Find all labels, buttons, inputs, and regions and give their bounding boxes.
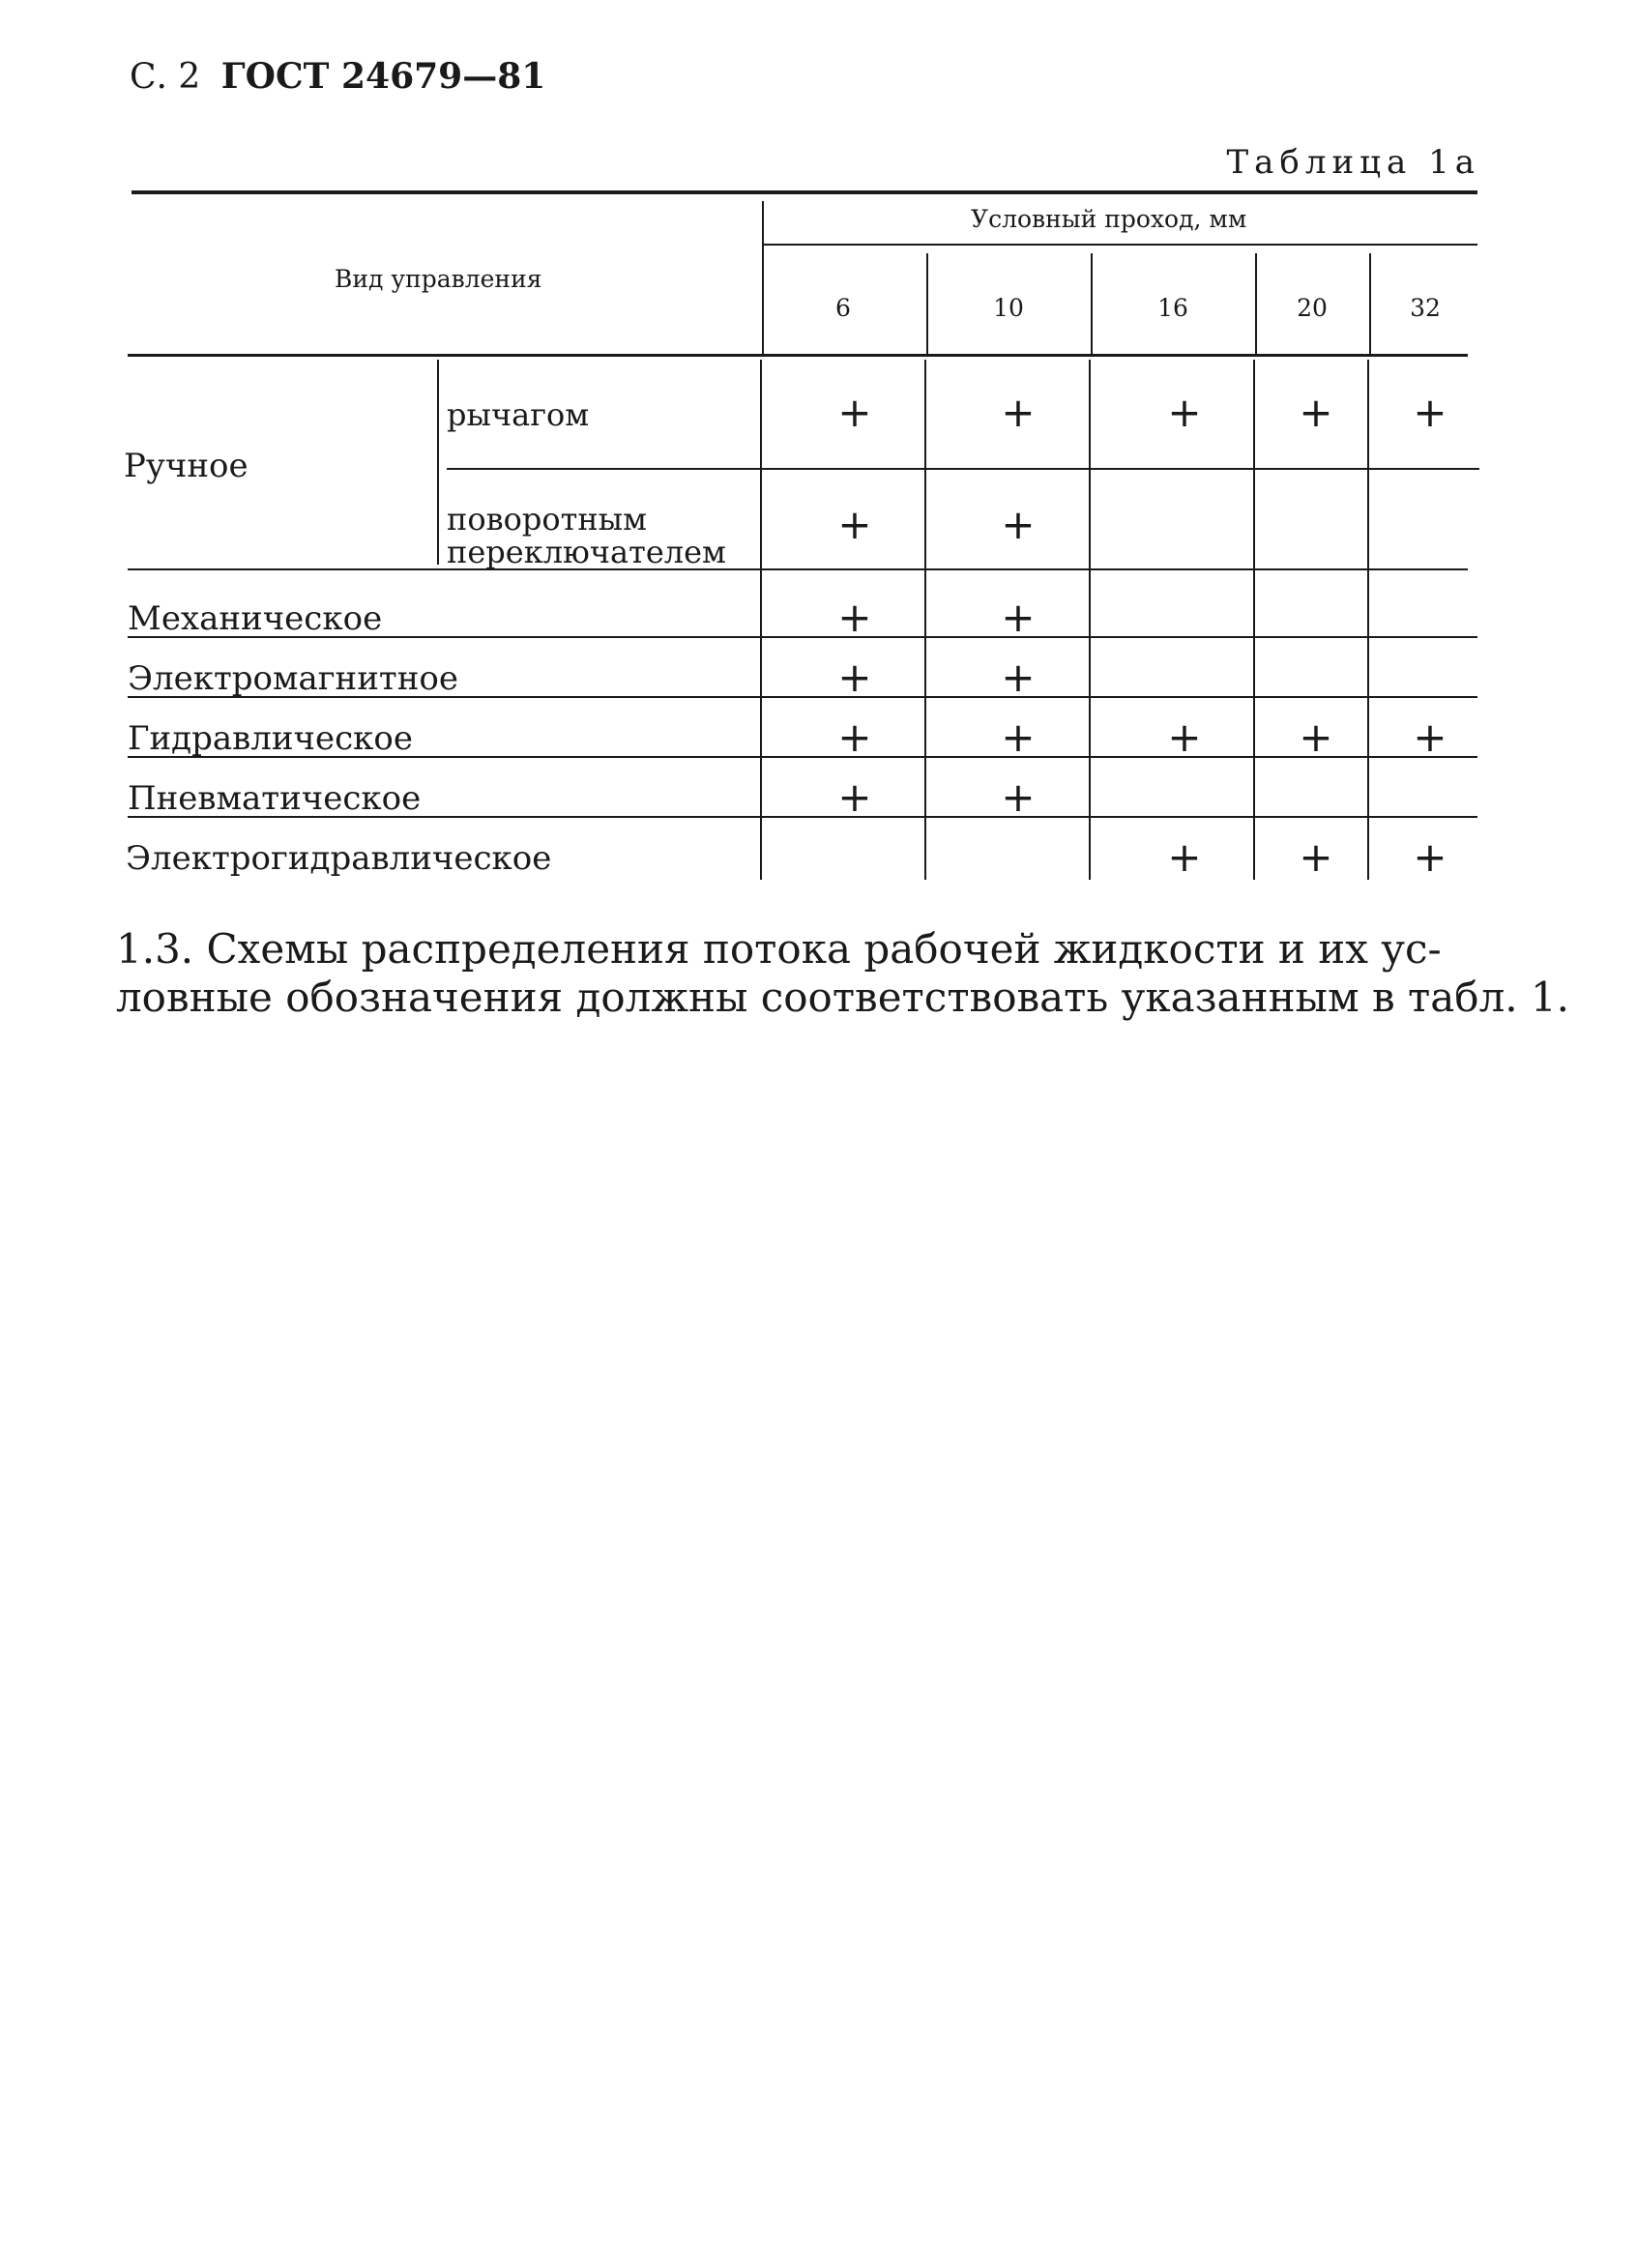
page-number: С. 2 (130, 57, 201, 97)
body-col-sep (1367, 360, 1369, 880)
header-col-sep (1091, 253, 1093, 354)
cell-mark-lever-32: + (1413, 389, 1447, 436)
table-top-rule (132, 190, 1477, 194)
header-col-sep (1255, 253, 1257, 354)
sub-label-rotary-2: переключателем (447, 534, 726, 570)
cell-mark-pneumatic-6: + (837, 773, 872, 821)
col-header-control-type: Вид управления (335, 265, 542, 293)
cell-mark-mechanical-6: + (837, 594, 872, 641)
body-col-sep (1089, 360, 1091, 880)
cell-mark-lever-16: + (1167, 389, 1202, 436)
cell-mark-lever-10: + (1001, 389, 1036, 436)
cell-mark-hydraulic-32: + (1413, 713, 1447, 761)
cell-mark-lever-6: + (837, 389, 872, 436)
body-vertical-rule (760, 360, 762, 880)
cell-mark-lever-20: + (1299, 389, 1333, 436)
page-header (130, 56, 545, 97)
cell-mark-electromagnetic-10: + (1001, 654, 1036, 701)
row-label-manual: Ручное (124, 447, 248, 485)
cell-mark-hydraulic-20: + (1299, 713, 1333, 761)
row-label-pneumatic: Пневматическое (128, 779, 422, 818)
row-rule-manual (128, 568, 1468, 570)
cell-mark-rotary-10: + (1001, 501, 1036, 548)
row-label-electrohydraulic: Электрогидравлическое (126, 839, 552, 878)
table-caption: Таблица 1а (1226, 143, 1480, 182)
diameter-header: 20 (1297, 294, 1328, 322)
cell-mark-hydraulic-16: + (1167, 713, 1202, 761)
diameter-header: 10 (993, 294, 1024, 322)
cell-mark-pneumatic-10: + (1001, 773, 1036, 821)
diameter-header: 32 (1410, 294, 1441, 322)
row-rule-lever (447, 468, 1479, 470)
cell-mark-hydraulic-10: + (1001, 713, 1036, 761)
row-label-electromagnetic: Электромагнитное (128, 659, 458, 698)
standard-id: ГОСТ 24679—81 (220, 56, 546, 97)
header-vertical-rule (762, 201, 764, 356)
row-label-mechanical: Механическое (128, 599, 383, 638)
group-header-rule (762, 244, 1477, 246)
cell-mark-mechanical-10: + (1001, 594, 1036, 641)
diameter-header: 6 (835, 294, 851, 322)
row-label-hydraulic: Гидравлическое (128, 719, 414, 758)
manual-sub-rule (437, 360, 439, 565)
cell-mark-rotary-6: + (837, 501, 872, 548)
header-col-sep (1369, 253, 1371, 354)
cell-mark-electrohydraulic-16: + (1167, 833, 1202, 881)
diameter-header: 16 (1157, 294, 1188, 322)
cell-mark-electrohydraulic-32: + (1413, 833, 1447, 881)
header-bottom-rule (128, 354, 1468, 357)
header-col-sep (926, 253, 928, 354)
paragraph-line-2: ловные обозначения должны соответствовать указанным в табл. 1. (116, 974, 1570, 1021)
cell-mark-electrohydraulic-20: + (1299, 833, 1333, 881)
sub-label-lever: рычагом (447, 396, 590, 433)
cell-mark-hydraulic-6: + (837, 713, 872, 761)
group-header-nominal-bore: Условный проход, мм (971, 205, 1247, 233)
body-col-sep (924, 360, 926, 880)
sub-label-rotary-1: поворотным (447, 501, 648, 538)
body-col-sep (1253, 360, 1255, 880)
paragraph-line-1: 1.3. Схемы распределения потока рабочей жидкости и их ус- (116, 925, 1442, 973)
cell-mark-electromagnetic-6: + (837, 654, 872, 701)
